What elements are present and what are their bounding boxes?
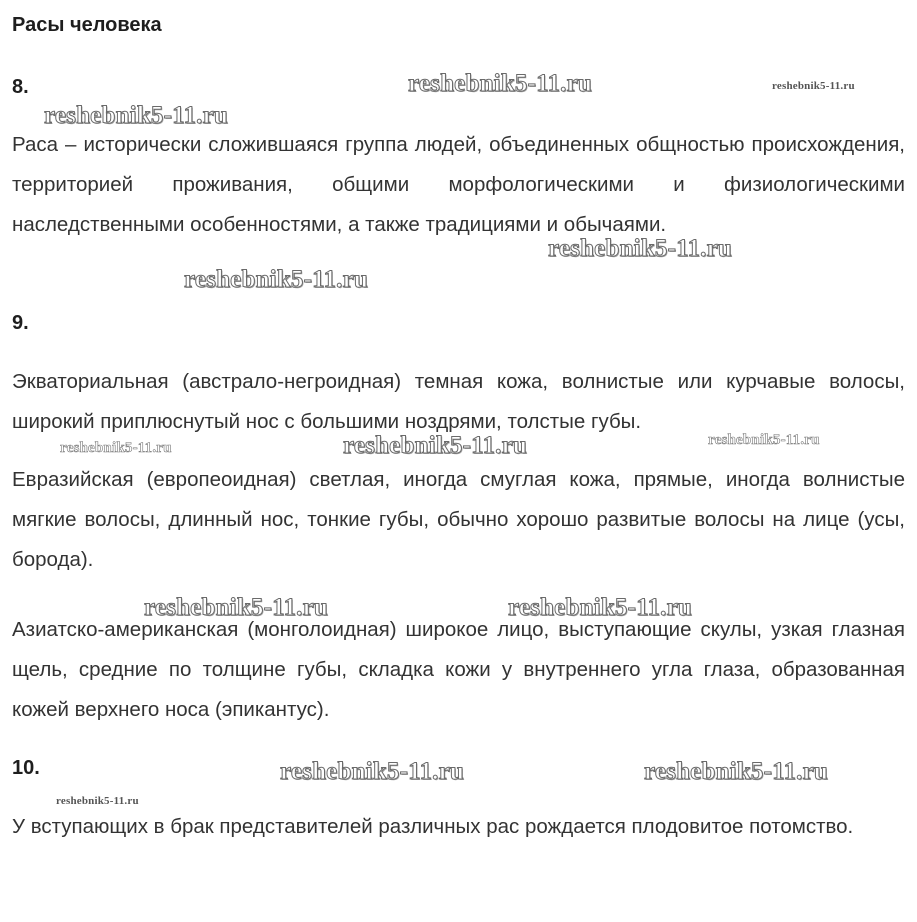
watermark: reshebnik5-11.ru xyxy=(408,70,593,97)
section-9-eurasian: Евразийская (европеоидная) светлая, иногда смуглая кожа, прямые, иногда волнистые мягкие волосы, длинный нос, тонкие губы, обычно хорошо развитые волосы на лице (усы, борода). xyxy=(12,468,905,571)
section-8-text: Раса – исторически сложившаяся группа людей, объединенных общностью происхождения, территорией проживания, общими морфологическими и физиологическими наследственными особенностями, а также традициями и обычаями. xyxy=(12,133,905,236)
watermark: reshebnik5-11.ru xyxy=(44,102,229,129)
section-9-equatorial: Экваториальная (австрало-негроидная) темная кожа, волнистые или курчавые волосы, широкий приплюснутый нос с большими ноздрями, толстые губы. xyxy=(12,370,905,433)
watermark: reshebnik5-11.ru xyxy=(144,594,329,621)
watermark: reshebnik5-11.ru xyxy=(708,432,820,448)
section-number-8: 8. xyxy=(12,76,29,98)
page-title: Расы человека xyxy=(12,14,162,36)
watermark: reshebnik5-11.ru xyxy=(280,758,465,785)
section-number-9: 9. xyxy=(12,312,29,334)
section-number-10: 10. xyxy=(12,757,40,779)
watermark: reshebnik5-11.ru xyxy=(184,266,369,293)
watermark: reshebnik5-11.ru xyxy=(548,235,733,262)
watermark: reshebnik5-11.ru xyxy=(644,758,829,785)
watermark: reshebnik5-11.ru xyxy=(343,432,528,459)
watermark: reshebnik5-11.ru xyxy=(60,440,172,456)
watermark: reshebnik5-11.ru xyxy=(772,80,855,92)
section-10-text: У вступающих в брак представителей различных рас рождается плодовитое потомство. xyxy=(12,815,854,838)
section-9-asian-american: Азиатско-американская (монголоидная) широкое лицо, выступающие скулы, узкая глазная щель, средние по толщине губы, складка кожи у внутреннего угла глаза, образованная кожей верхнего носа (эпикантус). xyxy=(12,618,905,721)
watermark: reshebnik5-11.ru xyxy=(508,594,693,621)
watermark: reshebnik5-11.ru xyxy=(56,795,139,807)
